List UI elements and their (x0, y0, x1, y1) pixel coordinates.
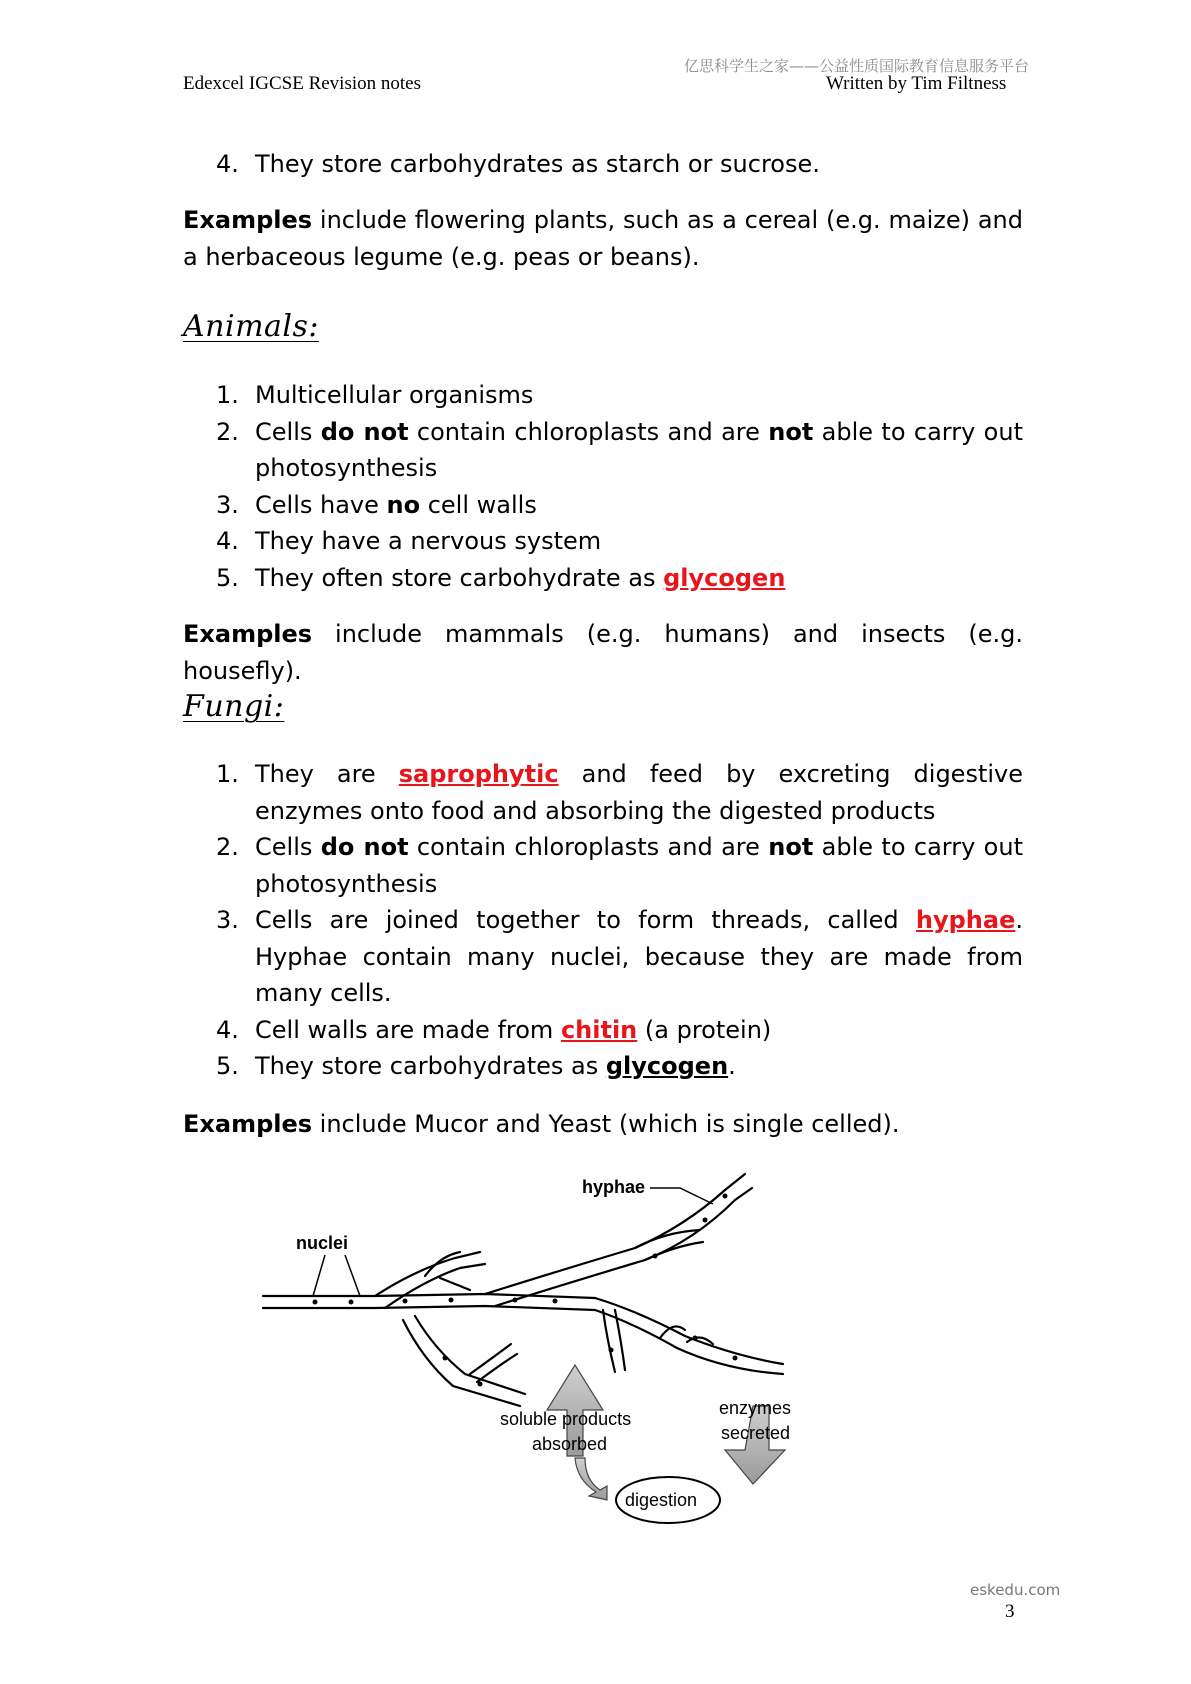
page-number: 3 (1005, 1601, 1015, 1622)
animals-list (216, 377, 1023, 596)
pointer-lines (313, 1188, 713, 1296)
plants-list (216, 146, 1023, 183)
footer-site: eskedu.com (970, 1581, 1061, 1599)
return-arrow (575, 1458, 607, 1500)
header-watermark: 亿思科学生之家——公益性质国际教育信息服务平台 (684, 57, 1030, 75)
animals-heading: Animals: (183, 309, 320, 344)
hyphae-drawing (263, 1174, 783, 1406)
header-left: Edexcel IGCSE Revision notes (183, 73, 421, 94)
plants-examples: Examples include flowering plants, such as a cereal (e.g. maize) and a herbaceous legume (e.g. peas or beans). (183, 206, 1023, 271)
key-term: glycogen (605, 1052, 729, 1080)
list-item: 4. They have a nervous system (216, 527, 602, 555)
list-item: 3. Cells have no cell walls (216, 490, 537, 519)
fungi-list (216, 756, 1023, 1085)
list-item: 1. Multicellular organisms (216, 381, 534, 409)
fungi-examples: Examples include Mucor and Yeast (which is single celled). (183, 1110, 900, 1138)
key-term: hyphae (915, 906, 1016, 934)
list-item: 2. Cells do not contain chloroplasts and are not able to carry out photosynthesis (216, 833, 1023, 898)
fungi-heading: Fungi: (183, 689, 285, 724)
list-item: 1. They are saprophytic and feed by excreting digestive enzymes onto food and absorbing the digested products (216, 760, 1023, 825)
list-item: 4. They store carbohydrates as starch or sucrose. (216, 150, 820, 178)
header-right: Written by Tim Filtness (826, 73, 1007, 94)
label-enzymes-2: secreted (721, 1423, 791, 1443)
label-soluble-2: absorbed (532, 1434, 608, 1454)
list-item: 3. Cells are joined together to form threads, called hyphae. Hyphae contain many nuclei, because they are made from many cells. (216, 906, 1023, 1007)
label-enzymes-1: enzymes (719, 1398, 792, 1418)
label-soluble-1: soluble products (500, 1409, 632, 1429)
list-item: 5. They store carbohydrates as glycogen. (216, 1052, 736, 1080)
label-hyphae: hyphae (582, 1177, 646, 1197)
hyphae-diagram (255, 1160, 895, 1530)
label-digestion: digestion (625, 1490, 698, 1510)
key-term: glycogen (663, 563, 786, 592)
key-term: saprophytic (398, 760, 559, 788)
animals-examples: Examples include mammals (e.g. humans) and insects (e.g. housefly). (183, 620, 1023, 685)
key-term: chitin (560, 1015, 638, 1044)
nuclei-dots (313, 1194, 738, 1387)
label-nuclei: nuclei (296, 1233, 349, 1253)
list-item: 2. Cells do not contain chloroplasts and are not able to carry out photosynthesis (216, 417, 1023, 482)
list-item: 4. Cell walls are made from chitin (a protein) (216, 1015, 772, 1044)
list-item: 5. They often store carbohydrate as glycogen (216, 563, 786, 592)
